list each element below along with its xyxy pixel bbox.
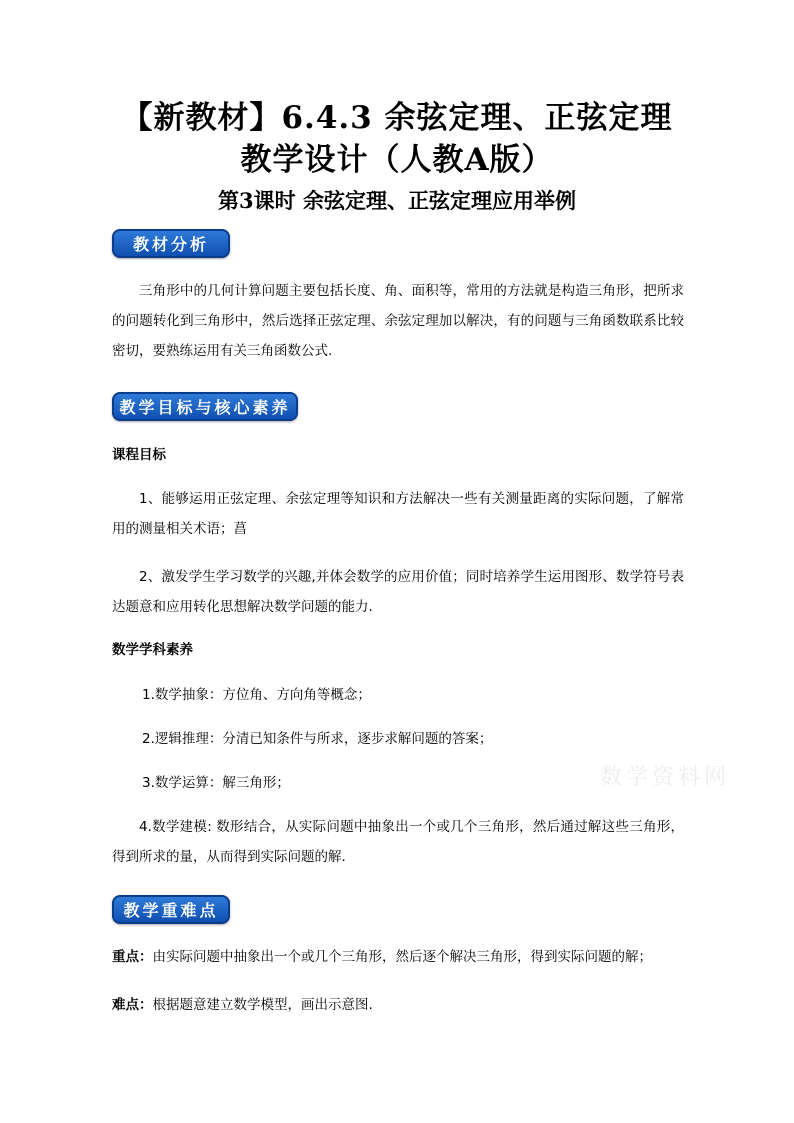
analysis-paragraph: 三角形中的几何计算问题主要包括长度、角、面积等，常用的方法就是构造三角形，把所求的问题转化到三角形中，然后选择正弦定理、余弦定理加以解决，有的问题与三角函数联系比较密切，要熟练运用有关三角函数公式.: [112, 283, 684, 359]
difficulty-label: 难点：: [112, 997, 153, 1013]
difficulty-text: 根据题意建立数学模型，画出示意图.: [152, 997, 373, 1013]
literacy-item-4: 4.数学建模: 数形结合，从实际问题中抽象出一个或几个三角形，然后通过解这些三角形，得到所求的量，从而得到实际问题的解．: [112, 819, 684, 865]
literacy-item-2: 2.逻辑推理：分清已知条件与所求，逐步求解问题的答案；: [142, 731, 493, 747]
course-goal-1: 1、能够运用正弦定理、余弦定理等知识和方法解决一些有关测量距离的实际问题，了解常用的测量相关术语；菖: [112, 491, 684, 537]
watermark: 数学资料网: [600, 765, 731, 790]
key-point-line: [112, 947, 684, 967]
course-goal-2: 2、激发学生学习数学的兴趣,并体会数学的应用价值；同时培养学生运用图形、数学符号表达题意和应用转化思想解决数学问题的能力.: [112, 569, 684, 615]
section-badge-keypoints: 教学重难点: [112, 895, 230, 924]
literacy-item-3: 3.数学运算：解三角形；: [142, 775, 290, 791]
section-badge-analysis: 教材分析: [112, 229, 230, 258]
key-point-label: 重点：: [112, 949, 153, 965]
difficulty-line: [112, 995, 684, 1015]
course-goals-heading: 课程目标: [112, 447, 166, 463]
document-subtitle: 第3课时 余弦定理、正弦定理应用举例: [218, 188, 576, 213]
key-point-text: 由实际问题中抽象出一个或几个三角形，然后逐个解决三角形，得到实际问题的解；: [152, 949, 652, 965]
literacy-item-1: 1.数学抽象：方位角、方向角等概念；: [142, 687, 371, 703]
section-badge-goals: 教学目标与核心素养: [112, 392, 298, 421]
literacy-heading: 数学学科素养: [112, 642, 193, 658]
document-title-line1: 【新教材】6.4.3 余弦定理、正弦定理: [121, 100, 673, 136]
document-title-line2: 教学设计（人教A版）: [240, 142, 554, 178]
